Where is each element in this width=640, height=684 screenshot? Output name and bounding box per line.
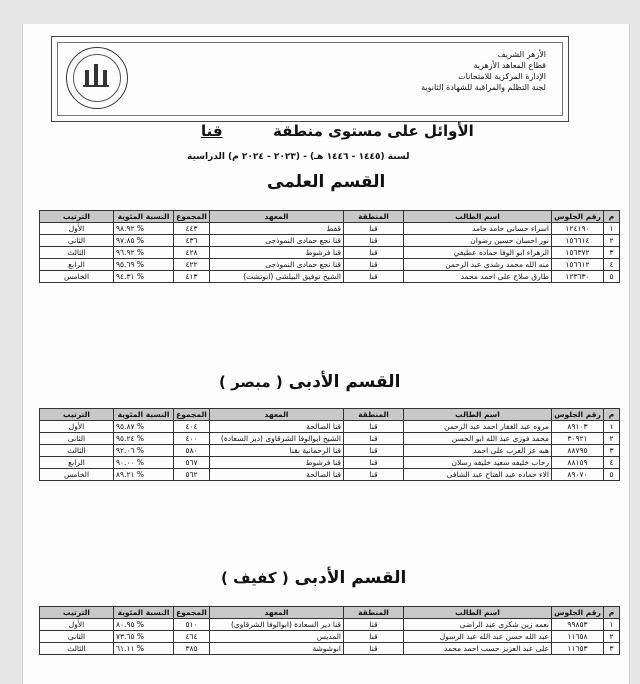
col-header: م	[604, 607, 620, 619]
cell-percentage: % ٩٥.٦٩	[114, 259, 174, 271]
cell-seat-number: ٨٨١٥٩	[552, 457, 604, 469]
col-header: الترتيب	[40, 607, 114, 619]
cell-index: ٣	[604, 247, 620, 259]
cell-total: ٥٦٢	[174, 469, 210, 481]
cell-total: ٥٦٧	[174, 457, 210, 469]
cell-total: ٤٢٨	[174, 247, 210, 259]
cell-rank: الثانى	[40, 631, 114, 643]
cell-student-name: الزهراء ابو الوفا حماده عطيفي	[404, 247, 552, 259]
cell-seat-number: ١١٦٥٨	[552, 631, 604, 643]
cell-percentage: % ٩٥.٨٧	[114, 421, 174, 433]
cell-rank: الخامس	[40, 271, 114, 283]
table-row	[40, 223, 620, 235]
cell-index: ١	[604, 421, 620, 433]
cell-seat-number: ٨٩١٠٣	[552, 421, 604, 433]
cell-seat-number: ١٢٤١٩٠	[552, 223, 604, 235]
col-header: رقم الجلوس	[552, 211, 604, 223]
cell-index: ٢	[604, 433, 620, 445]
col-header: رقم الجلوس	[552, 607, 604, 619]
azhar-logo	[66, 47, 128, 109]
col-header: النسبة المئوية	[114, 409, 174, 421]
cell-index: ٥	[604, 469, 620, 481]
cell-total: ٤٢٢	[174, 259, 210, 271]
section-title-text: القسم الأدبى	[288, 372, 401, 392]
cell-region: قنا	[344, 643, 404, 655]
cell-student-name: الاء حماده عبد الفتاح عبد الشافى	[404, 469, 552, 481]
cell-institute: قنا الرحمانية بقنا	[210, 445, 344, 457]
col-header: النسبة المئوية	[114, 211, 174, 223]
cell-region: قنا	[344, 223, 404, 235]
cell-rank: الأول	[40, 421, 114, 433]
cell-institute: قنا دير السعادة (ابوالوفا الشرقاوى)	[210, 619, 344, 631]
table-science	[39, 210, 620, 283]
cell-rank: الأول	[40, 223, 114, 235]
cell-student-name: اسراء حسانى حامد حامد	[404, 223, 552, 235]
cell-student-name: عبد الله حسن عبد الله عبد الرسول	[404, 631, 552, 643]
col-header: اسم الطالب	[404, 211, 552, 223]
cell-institute: قنا نجع حمادى النموذجى	[210, 235, 344, 247]
col-header: المجموع	[174, 409, 210, 421]
cell-student-name: محمد فوزى عبد الله ابو الحسن	[404, 433, 552, 445]
cell-seat-number: ١٢٣٦٣٠	[552, 271, 604, 283]
col-header: المعهد	[210, 607, 344, 619]
table-row	[40, 259, 620, 271]
cell-index: ٤	[604, 259, 620, 271]
cell-region: قنا	[344, 469, 404, 481]
col-header: المجموع	[174, 211, 210, 223]
year-line: لسنة (١٤٤٥ - ١٤٤٦ هـ) - (٢٠٢٣ - ٢٠٢٤ م) الدراسية	[187, 152, 410, 162]
cell-total: ٤٦٤	[174, 631, 210, 643]
cell-rank: الثالث	[40, 247, 114, 259]
region-name: قنا	[201, 122, 223, 140]
col-header: الترتيب	[40, 409, 114, 421]
table-header-row	[40, 211, 620, 223]
table-row	[40, 247, 620, 259]
cell-region: قنا	[344, 631, 404, 643]
cell-institute: قنا الصالحة	[210, 469, 344, 481]
cell-total: ٥١٠	[174, 619, 210, 631]
table-row	[40, 445, 620, 457]
cell-student-name: على عبد العزيز حسب احمد محمد	[404, 643, 552, 655]
col-header: الترتيب	[40, 211, 114, 223]
table-header-row	[40, 607, 620, 619]
cell-region: قنا	[344, 457, 404, 469]
cell-region: قنا	[344, 271, 404, 283]
cell-index: ٢	[604, 235, 620, 247]
cell-student-name: نعمه زين شكرى عبد الراضى	[404, 619, 552, 631]
section-title-text: القسم الأدبى	[294, 568, 407, 588]
cell-rank: الثانى	[40, 433, 114, 445]
table-row	[40, 643, 620, 655]
cell-seat-number: ١٥٦٣٧٢	[552, 247, 604, 259]
cell-percentage: % ٩٧.٨٥	[114, 235, 174, 247]
col-header: رقم الجلوس	[552, 409, 604, 421]
cell-region: قنا	[344, 421, 404, 433]
section-subtitle: كفيف	[233, 569, 277, 587]
cell-region: قنا	[344, 433, 404, 445]
cell-region: قنا	[344, 247, 404, 259]
table-row	[40, 421, 620, 433]
cell-total: ٤١٣	[174, 271, 210, 283]
cell-seat-number: ٨٩٠٧٠	[552, 469, 604, 481]
org-line: الإدارة المركزية للامتحانات	[458, 72, 546, 81]
cell-percentage: % ٩٥.٢٤	[114, 433, 174, 445]
cell-institute: قنا فرشوط	[210, 247, 344, 259]
section-title-literary-sighted: القسم الأدبى ( مبصر )	[219, 372, 401, 392]
cell-student-name: هبه عز العرب على احمد	[404, 445, 552, 457]
cell-institute: قنا نجع حمادى النموذجى	[210, 259, 344, 271]
section-subtitle: مبصر	[231, 373, 271, 391]
cell-region: قنا	[344, 445, 404, 457]
cell-total: ٤٣٦	[174, 235, 210, 247]
cell-total: ٤٤٣	[174, 223, 210, 235]
table-row	[40, 469, 620, 481]
cell-institute: الشيخ توفيق البيلشى (ابوتشت)	[210, 271, 344, 283]
header-inner-frame	[57, 42, 563, 116]
cell-rank: الثالث	[40, 643, 114, 655]
table-row	[40, 433, 620, 445]
cell-percentage: % ٩٨.٩٢	[114, 223, 174, 235]
cell-total: ٤٠٠	[174, 433, 210, 445]
cell-rank: الثانى	[40, 235, 114, 247]
cell-student-name: رحاب خليفه سعيد خليفه رسلان	[404, 457, 552, 469]
table-header-row	[40, 409, 620, 421]
table-row	[40, 619, 620, 631]
cell-index: ٣	[604, 445, 620, 457]
cell-region: قنا	[344, 259, 404, 271]
col-header: المعهد	[210, 409, 344, 421]
cell-seat-number: ١١٦٥٣	[552, 643, 604, 655]
cell-percentage: % ٩٠.٠٠	[114, 457, 174, 469]
cell-rank: الخامس	[40, 469, 114, 481]
cell-percentage: % ٦١.١١	[114, 643, 174, 655]
col-header: م	[604, 409, 620, 421]
col-header: المجموع	[174, 607, 210, 619]
cell-seat-number: ١٥٦٦١٢	[552, 259, 604, 271]
cell-seat-number: ٣٠٩٢١	[552, 433, 604, 445]
org-line: قطاع المعاهد الأزهرية	[473, 61, 546, 70]
cell-index: ١	[604, 223, 620, 235]
cell-institute: المديس	[210, 631, 344, 643]
org-line: لجنة التظلم والمراقبة للشهادة الثانوية	[421, 83, 546, 92]
cell-percentage: % ٩٤.٣١	[114, 271, 174, 283]
cell-index: ٢	[604, 631, 620, 643]
page-title	[201, 122, 474, 140]
col-header: النسبة المئوية	[114, 607, 174, 619]
cell-student-name: مروه عبد الغفار احمد عبد الرحمن	[404, 421, 552, 433]
cell-student-name: منه الله محمد رشدى عبد الرحمن	[404, 259, 552, 271]
table-literary-blind	[39, 606, 620, 655]
col-header: المنطقة	[344, 607, 404, 619]
building-emblem	[81, 62, 111, 88]
col-header: اسم الطالب	[404, 607, 552, 619]
cell-student-name: طارق صلاح على احمد محمد	[404, 271, 552, 283]
cell-percentage: % ٩٢.٠٦	[114, 445, 174, 457]
col-header: م	[604, 211, 620, 223]
cell-percentage: % ٩٦.٩٢	[114, 247, 174, 259]
document-page	[22, 24, 630, 684]
cell-region: قنا	[344, 235, 404, 247]
cell-total: ٥٨٠	[174, 445, 210, 457]
col-header: المنطقة	[344, 211, 404, 223]
section-title-text: القسم العلمى	[267, 172, 386, 192]
org-line: الأزهر الشريف	[497, 50, 546, 59]
table-row	[40, 457, 620, 469]
cell-index: ١	[604, 619, 620, 631]
cell-percentage: % ٨٠.٩٥	[114, 619, 174, 631]
cell-institute: قنا فرشوط	[210, 457, 344, 469]
cell-percentage: % ٨٩.٢١	[114, 469, 174, 481]
cell-rank: الثالث	[40, 445, 114, 457]
table-row	[40, 235, 620, 247]
cell-index: ٤	[604, 457, 620, 469]
col-header: المعهد	[210, 211, 344, 223]
section-title-science	[267, 172, 385, 192]
cell-region: قنا	[344, 619, 404, 631]
cell-rank: الرابع	[40, 259, 114, 271]
org-block	[421, 49, 546, 93]
cell-institute: قنا الصالحة	[210, 421, 344, 433]
title-text: الأوائل على مستوى منطقة	[273, 122, 474, 140]
cell-index: ٥	[604, 271, 620, 283]
cell-percentage: % ٧٣.٦٥	[114, 631, 174, 643]
cell-total: ٤٠٤	[174, 421, 210, 433]
cell-seat-number: ٨٨٧٩٥	[552, 445, 604, 457]
cell-institute: قفط	[210, 223, 344, 235]
cell-total: ٣٨٥	[174, 643, 210, 655]
col-header: المنطقة	[344, 409, 404, 421]
cell-rank: الرابع	[40, 457, 114, 469]
cell-seat-number: ٩٩٨٥٣	[552, 619, 604, 631]
table-row	[40, 271, 620, 283]
col-header: اسم الطالب	[404, 409, 552, 421]
cell-institute: ابوشوشة	[210, 643, 344, 655]
cell-index: ٣	[604, 643, 620, 655]
section-title-literary-blind: القسم الأدبى ( كفيف )	[221, 568, 407, 588]
cell-institute: الشيخ ابوالوفا الشرقاوى (دير السعادة)	[210, 433, 344, 445]
table-row	[40, 631, 620, 643]
cell-seat-number: ١٥٦٦١٤	[552, 235, 604, 247]
cell-rank: الأول	[40, 619, 114, 631]
table-literary-sighted	[39, 408, 620, 481]
cell-student-name: نور احسان حسين رضوان	[404, 235, 552, 247]
